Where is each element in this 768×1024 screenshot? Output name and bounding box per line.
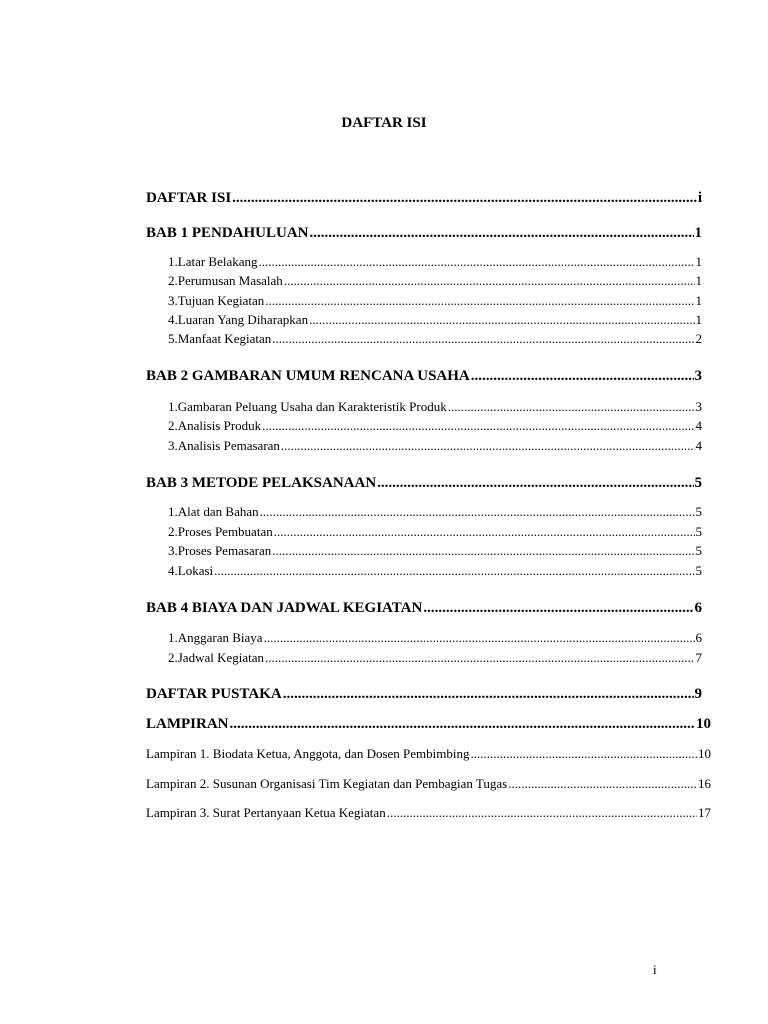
toc-leader xyxy=(387,805,697,821)
toc-entry-daftar-isi[interactable] xyxy=(146,190,702,207)
toc-number: 1. xyxy=(168,504,178,519)
toc-label: BAB 1 PENDAHULUAN xyxy=(146,225,309,241)
toc-subentry[interactable] xyxy=(168,312,702,328)
toc-leader xyxy=(377,475,693,492)
toc-leader xyxy=(423,600,693,617)
toc-label: Alat dan Bahan xyxy=(177,504,259,519)
toc-label: Lokasi xyxy=(177,563,214,578)
toc-label: Gambaran Peluang Usaha dan Karakteristik Produk xyxy=(177,399,447,414)
toc-page: 1 xyxy=(695,273,702,288)
toc-subentry[interactable] xyxy=(168,293,702,309)
toc-number: 1. xyxy=(168,399,178,414)
toc-label: BAB 4 BIAYA DAN JADWAL KEGIATAN xyxy=(146,600,423,616)
toc-subentry[interactable] xyxy=(168,254,702,270)
toc-number: 1. xyxy=(168,254,178,269)
toc-page: 3 xyxy=(695,399,702,414)
toc-page: 3 xyxy=(694,368,702,384)
toc-label: Analisis Produk xyxy=(177,418,262,433)
toc-number: 3. xyxy=(168,543,178,558)
toc-page: 4 xyxy=(695,438,702,453)
toc-lampiran-item[interactable] xyxy=(146,805,711,821)
toc-page: 4 xyxy=(695,418,702,433)
toc-leader xyxy=(310,225,694,242)
toc-subentry[interactable] xyxy=(168,399,702,415)
toc-leader xyxy=(471,746,698,762)
toc-page: 9 xyxy=(694,686,702,702)
toc-page: 17 xyxy=(698,805,711,820)
toc-page: 10 xyxy=(696,716,711,732)
toc-page: 16 xyxy=(698,776,711,791)
toc-leader xyxy=(274,524,695,540)
toc-page: 5 xyxy=(695,524,702,539)
toc-label: LAMPIRAN xyxy=(146,716,229,732)
toc-entry-bab-1[interactable] xyxy=(146,225,702,242)
toc-leader xyxy=(281,438,695,454)
toc-label: Proses Pemasaran xyxy=(177,543,272,558)
toc-leader xyxy=(284,273,695,289)
toc-number: 2. xyxy=(168,650,178,665)
toc-label: BAB 3 METODE PELAKSANAAN xyxy=(146,475,377,491)
toc-page: 5 xyxy=(694,475,702,491)
toc-leader xyxy=(272,543,694,559)
toc-entry-bab-2[interactable] xyxy=(146,368,702,385)
toc-label: Anggaran Biaya xyxy=(177,630,263,645)
toc-page: 1 xyxy=(694,225,702,241)
toc-page: 1 xyxy=(695,293,702,308)
toc-leader xyxy=(283,686,694,703)
toc-entry-bab-3[interactable] xyxy=(146,475,702,492)
page-title: DAFTAR ISI xyxy=(341,115,427,131)
toc-page: 10 xyxy=(698,746,711,761)
toc-leader xyxy=(232,190,697,207)
toc-page: 6 xyxy=(694,600,702,616)
toc-leader xyxy=(260,504,695,520)
toc-label: Manfaat Kegiatan xyxy=(177,331,272,346)
toc-label: Jadwal Kegiatan xyxy=(177,650,265,665)
toc-number: 2. xyxy=(168,524,178,539)
toc-subentry[interactable] xyxy=(168,331,702,347)
toc-lampiran-item[interactable] xyxy=(146,776,711,792)
toc-label: Lampiran 2. Susunan Organisasi Tim Kegiatan dan Pembagian Tugas xyxy=(146,776,508,791)
toc-entry-bab-4[interactable] xyxy=(146,600,702,617)
toc-subentry[interactable] xyxy=(168,563,702,579)
toc-page: i xyxy=(697,190,702,206)
toc-leader xyxy=(508,776,697,792)
toc-leader xyxy=(471,368,694,385)
toc-leader xyxy=(448,399,695,415)
toc-subentry[interactable] xyxy=(168,524,702,540)
toc-number: 3. xyxy=(168,293,178,308)
toc-leader xyxy=(214,563,694,579)
toc-leader xyxy=(264,630,695,646)
toc-subentry[interactable] xyxy=(168,438,702,454)
toc-label: Perumusan Masalah xyxy=(177,273,283,288)
toc-number: 4. xyxy=(168,563,178,578)
toc-leader xyxy=(262,418,694,434)
toc-entry-lampiran[interactable] xyxy=(146,716,711,733)
toc-label: DAFTAR PUSTAKA xyxy=(146,686,282,702)
toc-label: Proses Pembuatan xyxy=(177,524,273,539)
toc-page: 5 xyxy=(695,504,702,519)
toc-page: 5 xyxy=(695,563,702,578)
toc-leader xyxy=(272,331,694,347)
toc-number: 2. xyxy=(168,418,178,433)
toc-label: Lampiran 1. Biodata Ketua, Anggota, dan Dosen Pembimbing xyxy=(146,746,470,761)
toc-leader xyxy=(265,293,694,309)
toc-page: 1 xyxy=(695,254,702,269)
toc-number: 5. xyxy=(168,331,178,346)
toc-leader xyxy=(230,716,696,733)
toc-subentry[interactable] xyxy=(168,630,702,646)
toc-label: Tujuan Kegiatan xyxy=(177,293,265,308)
toc-lampiran-item[interactable] xyxy=(146,746,711,762)
toc-number: 1. xyxy=(168,630,178,645)
toc-label: Lampiran 3. Surat Pertanyaan Ketua Kegiatan xyxy=(146,805,386,820)
toc-label: Latar Belakang xyxy=(177,254,258,269)
toc-page: 2 xyxy=(695,331,702,346)
toc-number: 3. xyxy=(168,438,178,453)
toc-label: Luaran Yang Diharapkan xyxy=(177,312,309,327)
toc-entry-daftar-pustaka[interactable] xyxy=(146,686,702,703)
page-number: i xyxy=(653,962,657,977)
toc-page: 1 xyxy=(695,312,702,327)
toc-label: DAFTAR ISI xyxy=(146,190,232,206)
toc-subentry[interactable] xyxy=(168,543,702,559)
toc-subentry[interactable] xyxy=(168,504,702,520)
toc-label: BAB 2 GAMBARAN UMUM RENCANA USAHA xyxy=(146,368,470,384)
toc-subentry[interactable] xyxy=(168,650,702,666)
toc-page: 6 xyxy=(695,630,702,645)
toc-leader xyxy=(265,650,694,666)
toc-leader xyxy=(259,254,695,270)
toc-subentry[interactable] xyxy=(168,418,702,434)
toc-number: 4. xyxy=(168,312,178,327)
toc-leader xyxy=(309,312,694,328)
toc-number: 2. xyxy=(168,273,178,288)
toc-subentry[interactable] xyxy=(168,273,702,289)
toc-page: 5 xyxy=(695,543,702,558)
toc-label: Analisis Pemasaran xyxy=(177,438,280,453)
toc-page: 7 xyxy=(695,650,702,665)
